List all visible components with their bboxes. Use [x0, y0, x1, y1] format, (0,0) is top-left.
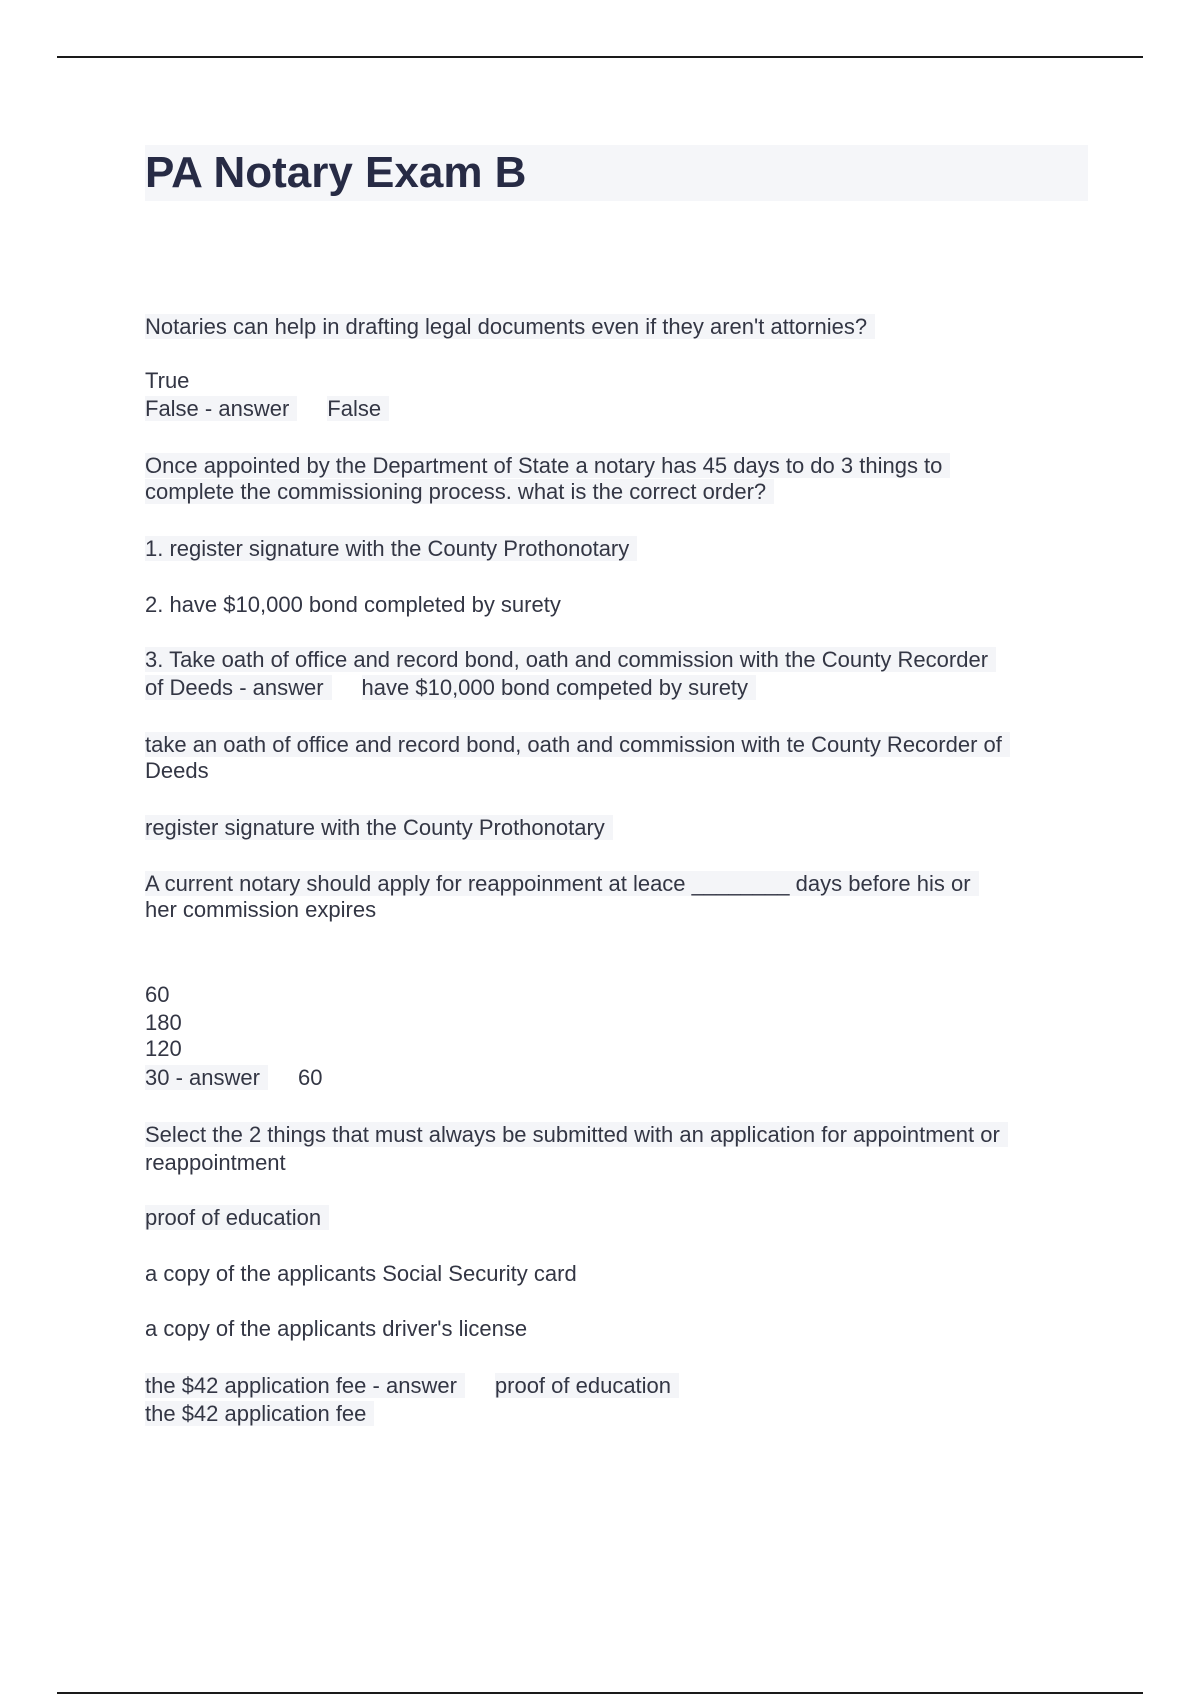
question-1-prompt: Notaries can help in drafting legal documents even if they aren't attornies?	[145, 313, 875, 341]
question-4-answer-line: the $42 application fee - answer proof of education	[145, 1372, 679, 1400]
question-4-prompt-line-2: reappointment	[145, 1150, 286, 1175]
question-3-option-2: 180	[145, 1010, 182, 1035]
question-4-option-2: a copy of the applicants Social Security card	[145, 1261, 577, 1286]
question-3-answer: 60	[297, 1065, 323, 1090]
question-3-answer-line: 30 - answer 60	[145, 1065, 323, 1090]
question-3-option-1: 60	[145, 982, 170, 1007]
question-2-answer: have $10,000 bond competed by surety	[362, 675, 757, 700]
question-1-answer: False	[327, 396, 389, 421]
question-4-option-1: proof of education	[145, 1204, 329, 1232]
question-3-prompt-line-2: her commission expires	[145, 897, 377, 922]
question-2-prompt-line-1: Once appointed by the Department of State a notary has 45 days to do 3 things to	[145, 452, 950, 480]
question-2-answer-continuation-2: Deeds	[145, 758, 209, 783]
question-4-answer: proof of education	[495, 1373, 679, 1398]
question-4-answer-continuation-1: the $42 application fee	[145, 1400, 374, 1428]
question-2-answer-line: of Deeds - answer have $10,000 bond competed by surety	[145, 674, 756, 702]
page-title: PA Notary Exam B	[145, 148, 527, 197]
question-4-option-3: a copy of the applicants driver's license	[145, 1316, 528, 1341]
question-3-option-3: 120	[145, 1036, 182, 1061]
question-1-answer-line: False - answer False	[145, 395, 389, 423]
question-2-option-1: 1. register signature with the County Prothonotary	[145, 535, 637, 563]
question-2-answer-continuation-1: take an oath of office and record bond, oath and commission with te County Recorder of	[145, 731, 1010, 759]
question-4-prompt-line-1: Select the 2 things that must always be submitted with an application for appointment or	[145, 1121, 1008, 1149]
question-3-prompt-line-1: A current notary should apply for reappoinment at leace ________ days before his or	[145, 870, 979, 898]
question-2-answer-continuation-3: register signature with the County Prothonotary	[145, 814, 613, 842]
question-2-prompt-line-2: complete the commissioning process. what is the correct order?	[145, 478, 774, 506]
question-1-option-1: True	[145, 368, 190, 393]
question-2-option-2: 2. have $10,000 bond completed by surety	[145, 592, 561, 617]
top-rule	[57, 56, 1143, 58]
question-2-option-3: 3. Take oath of office and record bond, oath and commission with the County Recorder	[145, 646, 996, 674]
bottom-rule	[57, 1692, 1143, 1694]
